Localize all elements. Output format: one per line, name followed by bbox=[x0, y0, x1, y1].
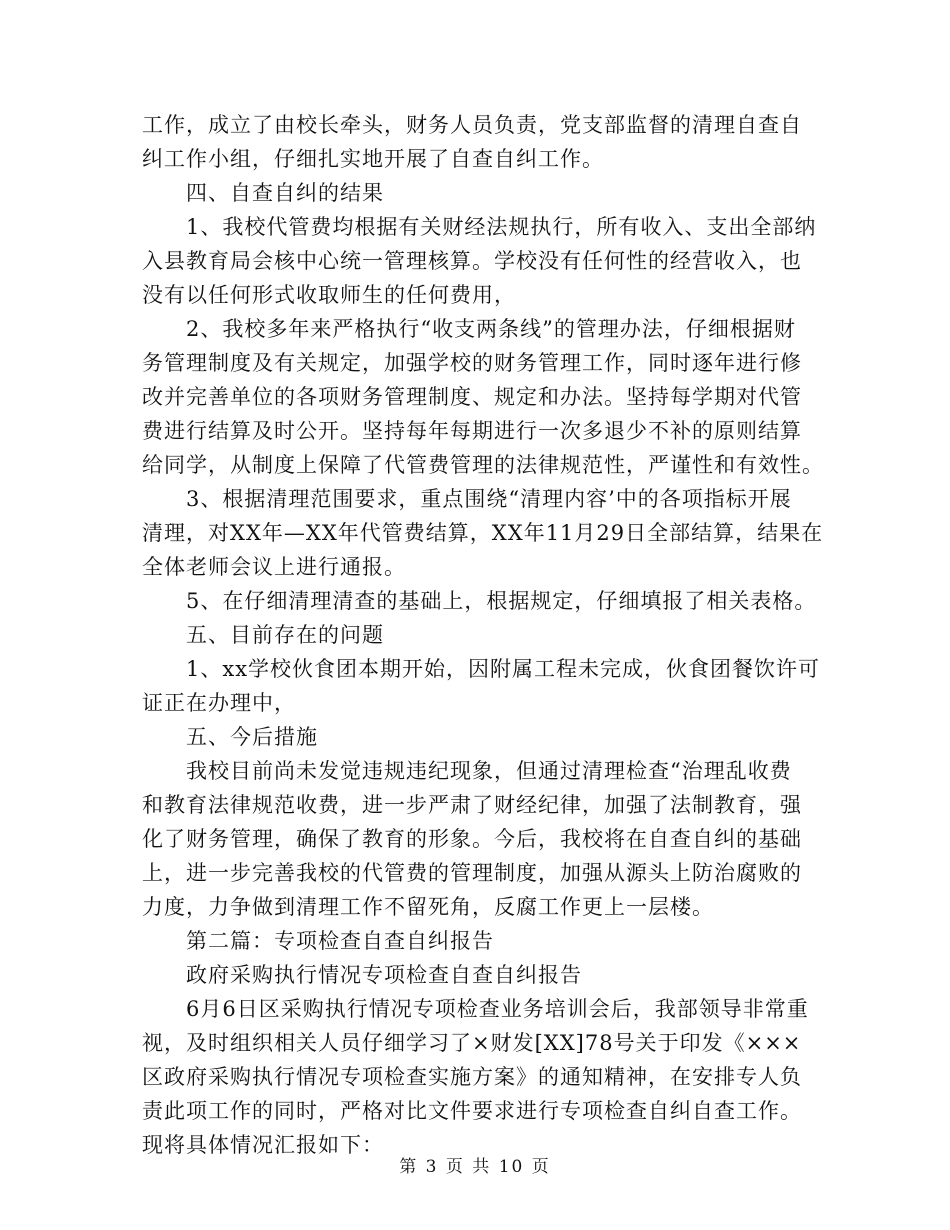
body-line: 清理，对XX年—XX年代管费结算，XX年11月29日全部结算，结果在 bbox=[142, 521, 824, 545]
body-line: 入县教育局会核中心统一管理核算。学校没有任何性的经营收入，也 bbox=[142, 249, 802, 273]
body-line: 现将具体情况汇报如下： bbox=[142, 1133, 384, 1157]
body-line: 视，及时组织相关人员仔细学习了×财发[XX]78号关于印发《××× bbox=[142, 1031, 802, 1055]
report-title: 政府采购执行情况专项检查自查自纠报告 bbox=[186, 963, 582, 987]
document-body bbox=[142, 108, 822, 1162]
section-heading: 五、今后措施 bbox=[186, 725, 318, 749]
body-line: 纠工作小组，仔细扎实地开展了自查自纠工作。 bbox=[142, 147, 604, 171]
body-line: 区政府采购执行情况专项检查实施方案》的通知精神，在安排专人负 bbox=[142, 1065, 802, 1089]
body-line: 化了财务管理，确保了教育的形象。今后，我校将在自查自纠的基础 bbox=[142, 827, 802, 851]
body-line: 力度，力争做到清理工作不留死角，反腐工作更上一层楼。 bbox=[142, 895, 714, 919]
body-line: 工作，成立了由校长牵头，财务人员负责，党支部监督的清理自查自 bbox=[142, 113, 802, 137]
body-line: 2、我校多年来严格执行“收支两条线”的管理办法，仔细根据财 bbox=[186, 317, 796, 341]
body-line: 6月6日区采购执行情况专项检查业务培训会后，我部领导非常重 bbox=[186, 997, 809, 1021]
body-line: 3、根据清理范围要求，重点围绕“清理内容’中的各项指标开展 bbox=[186, 487, 792, 511]
body-line: 责此项工作的同时，严格对比文件要求进行专项检查自纠自查工作。 bbox=[142, 1099, 802, 1123]
body-line: 改并完善单位的各项财务管理制度、规定和办法。坚持每学期对代管 bbox=[142, 385, 802, 409]
section-heading: 四、自查自纠的结果 bbox=[186, 181, 384, 205]
body-line: 证正在办理中， bbox=[142, 691, 296, 715]
page-number-footer: 第 3 页 共 10 页 bbox=[399, 1157, 551, 1177]
body-line: 务管理制度及有关规定，加强学校的财务管理工作，同时逐年进行修 bbox=[142, 351, 802, 375]
body-line: 费进行结算及时公开。坚持每年每期进行一次多退少不补的原则结算 bbox=[142, 419, 802, 443]
body-line: 我校目前尚未发觉违规违纪现象，但通过清理检查“治理乱收费 bbox=[186, 759, 792, 783]
body-line: 1、xx学校伙食团本期开始，因附属工程未完成，伙食团餐饮许可 bbox=[186, 657, 821, 681]
body-line: 1、我校代管费均根据有关财经法规执行，所有收入、支出全部纳 bbox=[186, 215, 817, 239]
body-line: 没有以任何形式收取师生的任何费用， bbox=[142, 283, 516, 307]
body-line: 5、在仔细清理清查的基础上，根据规定，仔细填报了相关表格。 bbox=[186, 589, 817, 613]
chapter-heading: 第二篇：专项检查自查自纠报告 bbox=[186, 929, 494, 953]
body-line: 全体老师会议上进行通报。 bbox=[142, 555, 406, 579]
body-line: 上，进一步完善我校的代管费的管理制度，加强从源头上防治腐败的 bbox=[142, 861, 802, 885]
body-line: 和教育法律规范收费，进一步严肃了财经纪律，加强了法制教育，强 bbox=[142, 793, 802, 817]
body-line: 给同学，从制度上保障了代管费管理的法律规范性，严谨性和有效性。 bbox=[142, 453, 824, 477]
section-heading: 五、目前存在的问题 bbox=[186, 623, 384, 647]
